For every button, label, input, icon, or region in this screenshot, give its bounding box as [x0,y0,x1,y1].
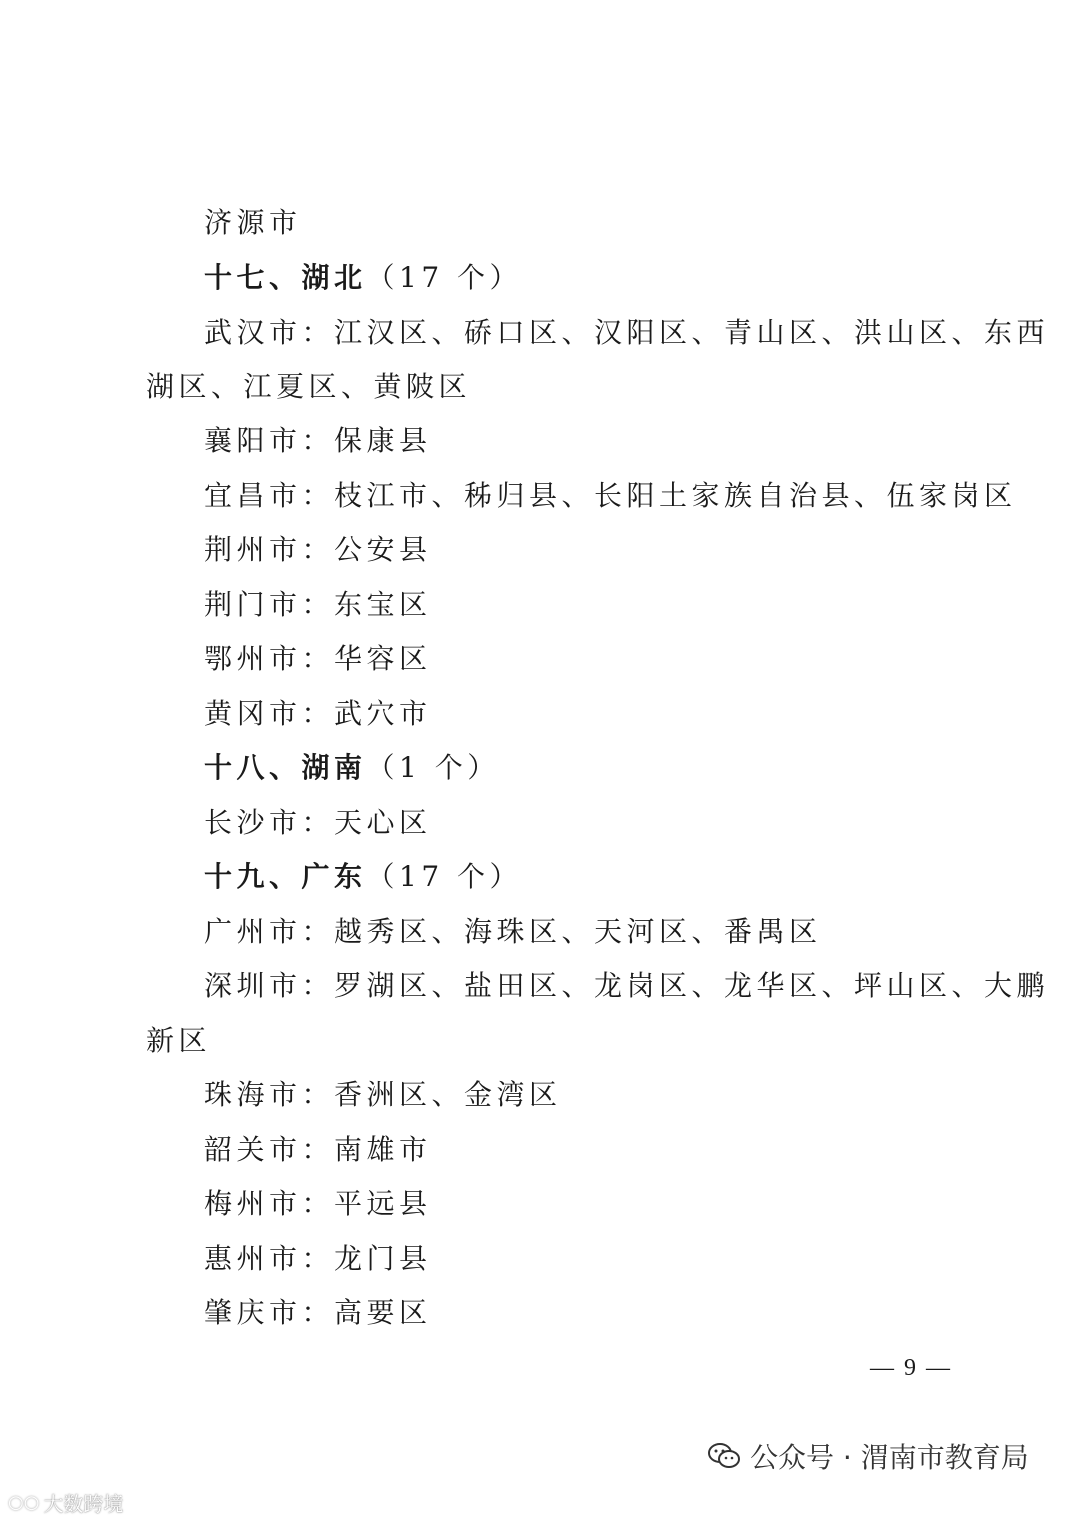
text-line: 荆门市：东宝区 [204,588,432,621]
text-line: 荆州市：公安县 [204,533,432,566]
section-heading-count: （17 个） [366,261,523,294]
watermark-account-text: 公众号 · 渭南市教育局 [750,1441,1029,1474]
text-line: 鄂州市：华容区 [204,642,432,675]
section-heading-count: （1 个） [366,751,500,784]
text-line: 梅州市：平远县 [204,1187,432,1220]
text-line: 黄冈市：武穴市 [204,697,432,730]
text-line: 武汉市：江汉区、硚口区、汉阳区、青山区、洪山区、东西 [204,316,1050,349]
text-line: 广州市：越秀区、海珠区、天河区、番禺区 [204,915,822,948]
text-line: 深圳市：罗湖区、盐田区、龙岗区、龙华区、坪山区、大鹏 [204,969,1050,1002]
text-line: 襄阳市：保康县 [204,424,432,457]
text-line: 济源市 [204,206,302,239]
text-line: 新区 [146,1024,212,1057]
text-line: 珠海市：香洲区、金湾区 [204,1078,562,1111]
source-logo-icon: ○○ [8,1492,40,1513]
text-line: 长沙市：天心区 [204,806,432,839]
section-heading-label: 十七、湖北 [204,261,367,294]
wechat-icon [706,1438,742,1474]
text-line: 宜昌市：枝江市、秭归县、长阳土家族自治县、伍家岗区 [204,479,1017,512]
page-number: — 9 — [870,1355,952,1381]
text-line: 肇庆市：高要区 [204,1296,432,1329]
section-heading-label: 十九、广东 [204,860,367,893]
text-line: 湖区、江夏区、黄陂区 [146,370,472,403]
text-line: 惠州市：龙门县 [204,1242,432,1275]
section-heading-guangdong [204,857,522,897]
watermark-account [706,1436,1029,1476]
watermark-source-text: 大数跨境 [43,1492,124,1516]
section-heading-label: 十八、湖南 [204,751,367,784]
watermark-source [8,1488,123,1517]
text-line: 韶关市：南雄市 [204,1133,432,1166]
section-heading-count: （17 个） [366,860,523,893]
section-heading-hubei [204,258,522,298]
section-heading-hunan [204,748,500,788]
